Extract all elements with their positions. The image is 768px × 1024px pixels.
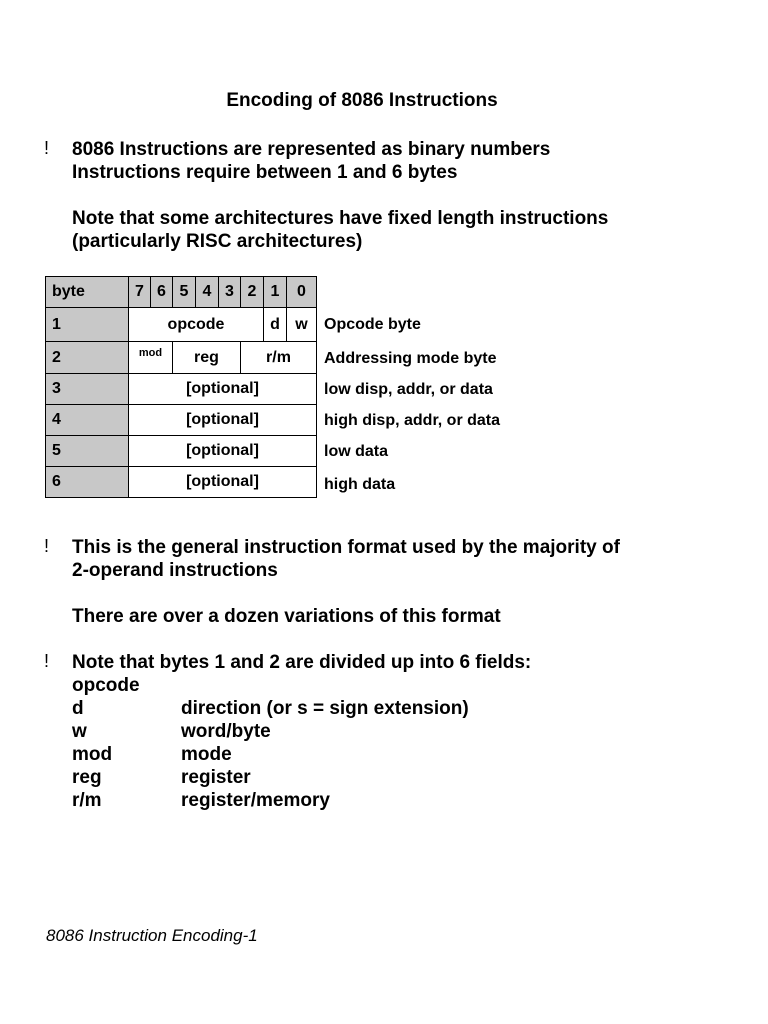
intro-line-1: 8086 Instructions are represented as binary numbers — [72, 139, 551, 160]
header-bit-6: 6 — [150, 276, 173, 308]
bullet-marker-2: ! — [44, 536, 50, 556]
row-2-rm: r/m — [240, 341, 317, 374]
general-line-1: This is the general instruction format used by the majority of — [72, 537, 620, 558]
row-1-byte: 1 — [45, 307, 129, 342]
fields-intro: Note that bytes 1 and 2 are divided up into 6 fields: — [72, 652, 532, 673]
field-name: d — [72, 698, 84, 719]
intro-note-1: Note that some architectures have fixed length instructions — [72, 208, 609, 229]
header-byte: byte — [45, 276, 129, 308]
page-footer: 8086 Instruction Encoding-1 — [46, 926, 258, 945]
header-bit-5: 5 — [172, 276, 196, 308]
row-5-field: [optional] — [128, 435, 317, 467]
header-bit-3: 3 — [218, 276, 241, 308]
header-bit-4: 4 — [195, 276, 219, 308]
row-6-field: [optional] — [128, 466, 317, 498]
row-3-field: [optional] — [128, 373, 317, 405]
intro-line-2: Instructions require between 1 and 6 bytes — [72, 162, 458, 183]
header-bit-0: 0 — [286, 276, 317, 308]
field-name: r/m — [72, 790, 102, 811]
row-5-byte: 5 — [45, 435, 129, 467]
row-3-description: low disp, addr, or data — [324, 381, 493, 398]
row-4-byte: 4 — [45, 404, 129, 436]
row-1-description: Opcode byte — [324, 316, 421, 333]
header-bit-1: 1 — [263, 276, 287, 308]
field-meaning: mode — [181, 744, 232, 765]
general-line-3: There are over a dozen variations of this format — [72, 606, 501, 627]
page-title: Encoding of 8086 Instructions — [226, 90, 498, 111]
header-bit-7: 7 — [128, 276, 151, 308]
field-name: w — [72, 721, 87, 742]
header-bit-2: 2 — [240, 276, 264, 308]
row-6-byte: 6 — [45, 466, 129, 498]
field-meaning: register — [181, 767, 251, 788]
field-meaning: register/memory — [181, 790, 330, 811]
row-1-w: w — [286, 307, 317, 342]
row-2-byte: 2 — [45, 341, 129, 374]
row-1-d: d — [263, 307, 287, 342]
field-name: opcode — [72, 675, 140, 696]
bullet-marker-1: ! — [44, 138, 50, 158]
row-4-field: [optional] — [128, 404, 317, 436]
field-name: mod — [72, 744, 113, 765]
field-name: reg — [72, 767, 102, 788]
row-5-description: low data — [324, 443, 389, 460]
row-1-opcode: opcode — [128, 307, 264, 342]
intro-note-2: (particularly RISC architectures) — [72, 231, 363, 252]
row-2-description: Addressing mode byte — [324, 350, 497, 367]
bullet-marker-3: ! — [44, 651, 50, 671]
row-4-description: high disp, addr, or data — [324, 412, 501, 429]
row-3-byte: 3 — [45, 373, 129, 405]
row-2-reg: reg — [172, 341, 241, 374]
general-line-2: 2-operand instructions — [72, 560, 278, 581]
row-2-mod: mod — [128, 341, 173, 374]
field-meaning: word/byte — [181, 721, 271, 742]
field-meaning: direction (or s = sign extension) — [181, 698, 469, 719]
row-6-description: high data — [324, 476, 396, 493]
